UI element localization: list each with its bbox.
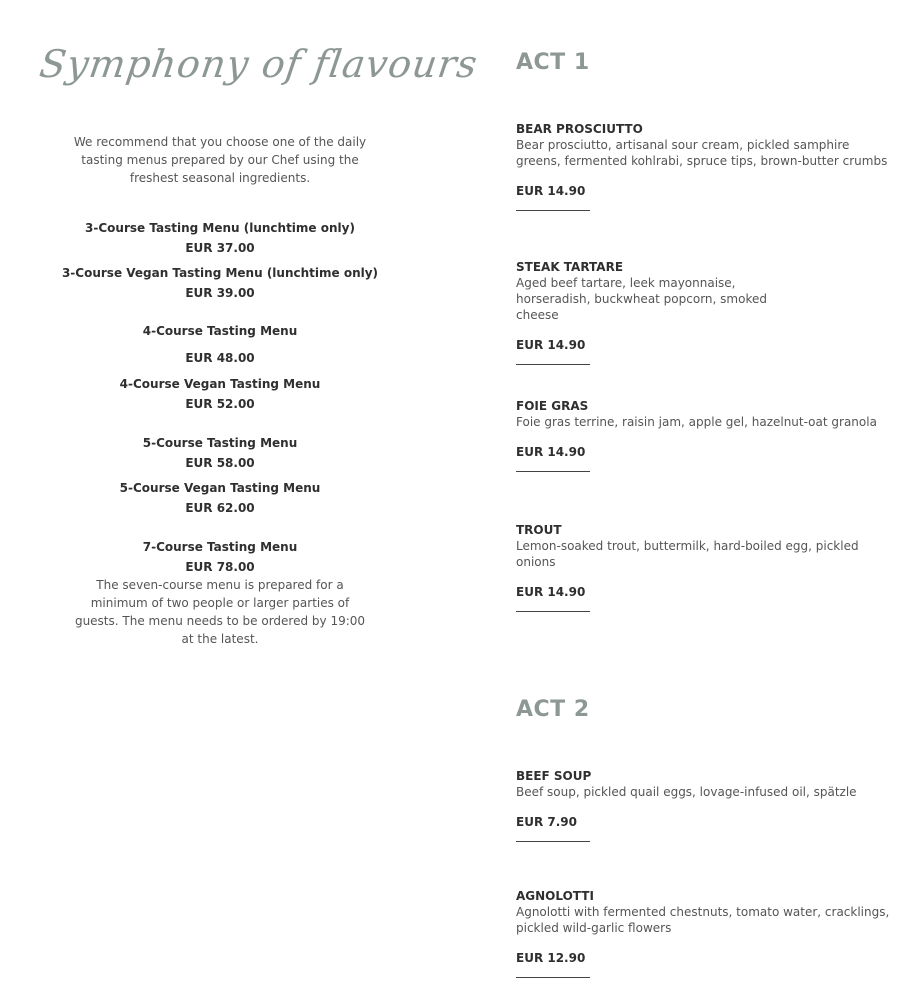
dish-name: TROUT bbox=[516, 523, 562, 537]
tasting-menu-4-vegan bbox=[40, 376, 400, 412]
dish-beef-soup bbox=[516, 768, 896, 842]
act-2-heading: ACT 2 bbox=[516, 697, 590, 722]
tasting-menu-name: 3-Course Vegan Tasting Menu (lunchtime only) bbox=[61, 266, 379, 280]
dish-name: BEAR PROSCIUTTO bbox=[516, 122, 643, 136]
dish-description: Beef soup, pickled quail eggs, lovage-infused oil, spätzle bbox=[516, 785, 857, 799]
tasting-menu-price: EUR 78.00 bbox=[185, 560, 255, 574]
dish-trout bbox=[516, 522, 896, 612]
dish-foie-gras bbox=[516, 398, 896, 472]
tasting-menu-7 bbox=[40, 539, 400, 575]
dish-description: Foie gras terrine, raisin jam, apple gel, hazelnut-oat granola bbox=[516, 415, 877, 429]
dish-description: Lemon-soaked trout, buttermilk, hard-boiled egg, pickled onions bbox=[516, 539, 859, 569]
dish-name: STEAK TARTARE bbox=[516, 260, 624, 274]
act-1-heading: ACT 1 bbox=[516, 50, 590, 75]
intro-text: We recommend that you choose one of the daily tasting menus prepared by our Chef using the freshest seasonal ingredients. bbox=[73, 135, 367, 185]
tasting-menu-4 bbox=[40, 323, 400, 366]
divider bbox=[516, 611, 590, 612]
tasting-menu-name: 3-Course Tasting Menu (lunchtime only) bbox=[85, 221, 355, 235]
tasting-menu-name: 4-Course Tasting Menu bbox=[142, 324, 298, 338]
tasting-menu-5-vegan bbox=[40, 480, 400, 516]
tasting-menu-price: EUR 52.00 bbox=[185, 397, 255, 411]
divider bbox=[516, 471, 590, 472]
dish-description: Aged beef tartare, leek mayonnaise, horseradish, buckwheat popcorn, smoked cheese bbox=[516, 276, 767, 322]
dish-price: EUR 14.90 bbox=[516, 184, 586, 198]
tasting-menu-price: EUR 48.00 bbox=[185, 351, 255, 365]
dish-name: FOIE GRAS bbox=[516, 399, 589, 413]
divider bbox=[516, 210, 590, 211]
dish-bear-prosciutto bbox=[516, 121, 896, 211]
dish-price: EUR 7.90 bbox=[516, 815, 577, 829]
tasting-menu-name: 5-Course Vegan Tasting Menu bbox=[119, 481, 321, 495]
dish-agnolotti bbox=[516, 888, 896, 978]
dish-price: EUR 14.90 bbox=[516, 445, 586, 459]
tasting-menu-price: EUR 37.00 bbox=[185, 241, 255, 255]
tasting-menu-3 bbox=[40, 220, 400, 256]
menu-script-title: Symphony of flavours bbox=[36, 42, 481, 86]
dish-description: Agnolotti with fermented chestnuts, tomato water, cracklings, pickled wild-garlic flowers bbox=[516, 905, 890, 935]
tasting-menu-price: EUR 58.00 bbox=[185, 456, 255, 470]
dish-price: EUR 14.90 bbox=[516, 338, 586, 352]
dish-steak-tartare bbox=[516, 259, 896, 365]
seven-course-note: The seven-course menu is prepared for a minimum of two people or larger parties of guests. The menu needs to be ordered by 19:00 at the latest. bbox=[74, 578, 366, 646]
tasting-menu-name: 7-Course Tasting Menu bbox=[142, 540, 298, 554]
tasting-menu-5 bbox=[40, 435, 400, 471]
divider bbox=[516, 364, 590, 365]
dish-price: EUR 12.90 bbox=[516, 951, 586, 965]
tasting-menu-3-vegan bbox=[40, 265, 400, 301]
tasting-menu-price: EUR 62.00 bbox=[185, 501, 255, 515]
dish-description: Bear prosciutto, artisanal sour cream, pickled samphire greens, fermented kohlrabi, spruce tips, brown-butter crumbs bbox=[516, 138, 888, 168]
dish-price: EUR 14.90 bbox=[516, 585, 586, 599]
dish-name: AGNOLOTTI bbox=[516, 889, 594, 903]
divider bbox=[516, 841, 590, 842]
dish-name: BEEF SOUP bbox=[516, 769, 592, 783]
divider bbox=[516, 977, 590, 978]
tasting-menu-price: EUR 39.00 bbox=[185, 286, 255, 300]
tasting-menu-name: 4-Course Vegan Tasting Menu bbox=[119, 377, 321, 391]
tasting-menu-name: 5-Course Tasting Menu bbox=[142, 436, 298, 450]
